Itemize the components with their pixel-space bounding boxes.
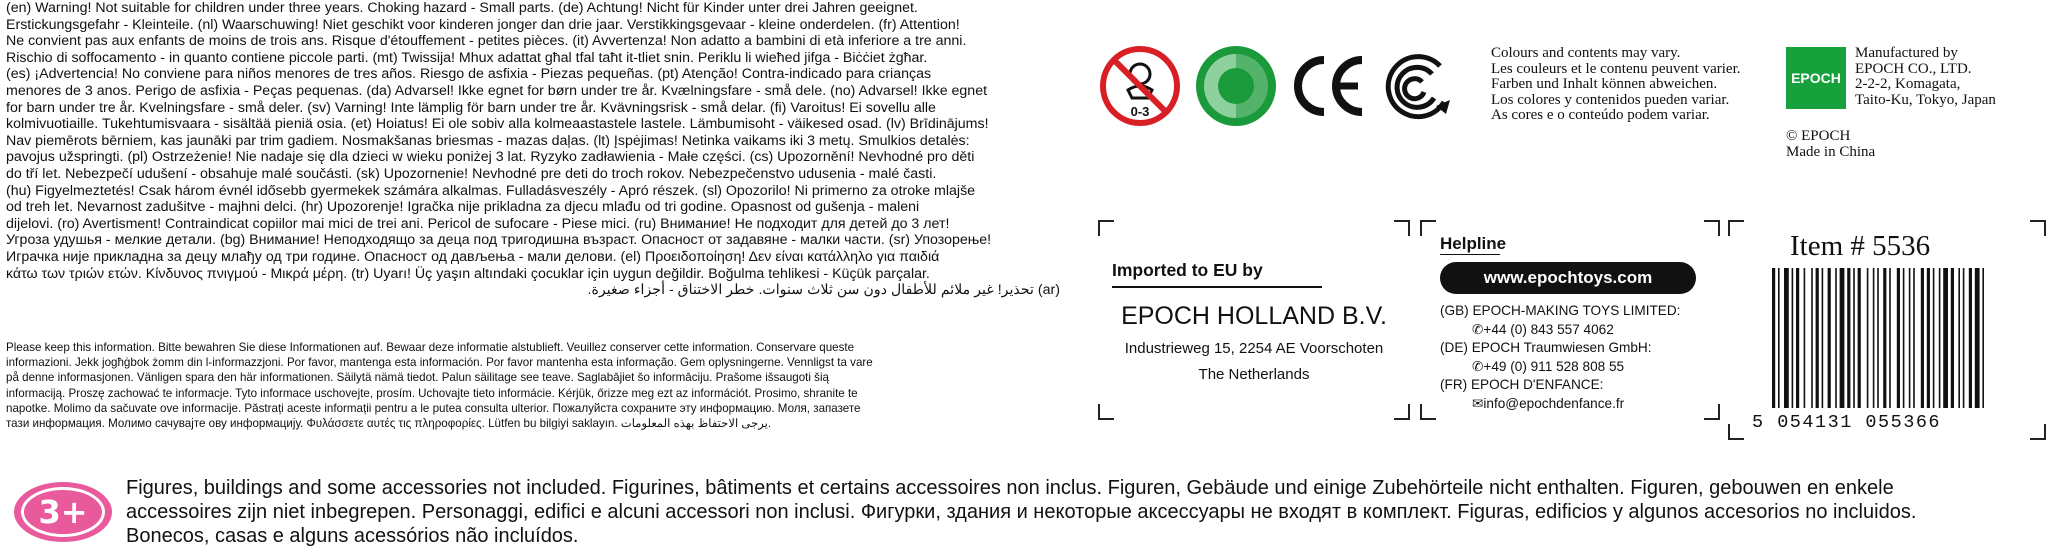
helpline-line: (FR) EPOCH D'ENFANCE: bbox=[1440, 377, 1604, 392]
keep-info-line: тази информация. Молимо сачувајте ову информацију. Φυλάσσετε αυτές τις πληροφορίες. Lütfen bu bilgiyi saklayın. يرجى الاحتفاظ بهذه المعلومات. bbox=[6, 417, 772, 431]
helpline-line: ✆+49 (0) 911 528 808 55 bbox=[1472, 358, 1625, 374]
corner-mark bbox=[1728, 424, 1744, 440]
warning-line: do tří let. Nebezpečí udušení - obsahuje malé součásti. (sk) Upozornenie! Nevhodné pre deti do troch rokov. Nebezpečenstvo udusenia - malé časti. bbox=[6, 165, 937, 182]
recycling-mobius-icon bbox=[1374, 44, 1458, 128]
age-badge-text: 3+ bbox=[38, 493, 88, 531]
warning-line: Rischio di soffocamento - in quanto contiene piccole parti. (mt) Twissija! Mhux adattat għal tfal taħt it-tliet snin. Periklu li wieħed jifga - Biċċiet żgħar. bbox=[6, 49, 928, 66]
helpline-contacts bbox=[1440, 302, 1720, 413]
corner-mark bbox=[1098, 220, 1114, 236]
colours-line: Colours and contents may vary. bbox=[1491, 45, 1681, 61]
epoch-logo-text: EPOCH bbox=[1791, 70, 1841, 86]
copyright-block bbox=[1786, 128, 1875, 160]
warning-line: dijelovi. (ro) Avertisment! Contraindicat copiilor mai mici de trei ani. Pericol de sufocare - Piese mici. (ru) Внимание! Не подходит для детей до 3 лет! bbox=[6, 215, 950, 232]
warning-line: (es) ¡Advertencia! No conviene para niños menores de tres años. Riesgo de asfixia - Piezas pequeñas. (pt) Atenção! Contra-indicado para crianças bbox=[6, 66, 932, 83]
helpline-title-underline bbox=[1440, 254, 1500, 255]
age-badge bbox=[14, 482, 112, 542]
green-dot-icon bbox=[1194, 44, 1278, 128]
website-text: www.epochtoys.com bbox=[1483, 268, 1653, 287]
warning-line: Nav piemērots bērniem, kas jaunāki par trim gadiem. Nosmakšanas briesmas - mazas daļas. (lt) Įspėjimas! Netinka vaikams iki 3 metų. Smulkios detalės: bbox=[6, 132, 970, 149]
warning-line: Ne convient pas aux enfants de moins de trois ans. Risque d'étouffement - petites pièces. (it) Avvertenza! Non adatto a bambini di età inferiore a tre anni. bbox=[6, 33, 967, 50]
corner-mark bbox=[1098, 404, 1114, 420]
warning-line: (en) Warning! Not suitable for children under three years. Choking hazard - Small parts. (de) Achtung! Nicht für Kinder unter drei Jahren geeignet. bbox=[6, 0, 918, 16]
warning-line: Играчка није прикладна за децу млађу од три године. Опасност од дављења - мали делови. (el) Προειδοποίηση! Δεν είναι κατάλληλο για παιδιά bbox=[6, 248, 940, 265]
corner-mark bbox=[1394, 404, 1410, 420]
manufacturer-line: Manufactured by bbox=[1855, 45, 1958, 61]
warning-line-arabic: (ar) تحذير! غير ملائم للأطفال دون سن ثلاث سنوات. خطر الاختناق - أجزاء صغيرة. bbox=[587, 282, 1060, 299]
warning-line: od treh let. Nevarnost zadušitve - majhni delci. (hr) Upozorenje! Igračka nije prikladna za djecu mlađu od tri godine. Opasnost od gušenja - maleni bbox=[6, 199, 920, 216]
importer-address-line: Industrieweg 15, 2254 AE Voorschoten bbox=[1124, 340, 1384, 357]
warning-line: pavojus užspringti. (pl) Ostrzeżenie! Nie nadaje się dla dzieci w wieku poniżej 3 lat. Ryzyko zadławienia - Małe części. (cs) Upozornění! Nevhodné pro děti bbox=[6, 149, 975, 166]
colours-line: Los colores y contenidos pueden variar. bbox=[1491, 91, 1730, 108]
website-link[interactable] bbox=[1440, 262, 1696, 294]
barcode-icon bbox=[1770, 268, 2040, 408]
not-included-line: Bonecos, casas e alguns acessórios não incluídos. bbox=[126, 525, 579, 547]
helpline-line: (GB) EPOCH-MAKING TOYS LIMITED: bbox=[1440, 303, 1681, 318]
made-in-text: Made in China bbox=[1786, 144, 1876, 160]
importer-title: Imported to EU by bbox=[1112, 260, 1263, 280]
warning-line: κάτω των τριών ετών. Κίνδυνος πνιγμού - Μικρά μέρη. (tr) Uyarı! Üç yaşın altındaki çocuklar için uygun değildir. Boğulma tehlikesi - Küçük parçalar. bbox=[6, 265, 930, 282]
warning-line: Erstickungsgefahr - Kleinteile. (nl) Waarschuwing! Niet geschikt voor kinderen jonger dan drie jaar. Verstikkingsgevaar - kleine onderdelen. (fr) Attention! bbox=[6, 16, 960, 33]
manufacturer-info bbox=[1855, 46, 2045, 108]
not-included-notice bbox=[126, 476, 2036, 548]
helpline-line: ✆+44 (0) 843 557 4062 bbox=[1472, 321, 1614, 337]
manufacturer-line: EPOCH CO., LTD. bbox=[1855, 60, 1972, 77]
manufacturer-line: Taito-Ku, Tokyo, Japan bbox=[1855, 91, 1996, 108]
keep-info-line: napotke. Molimo da sačuvate ove informacije. Păstrați aceste informații pentru a le putea consulta ulterior. Пожалуйста сохраните эту информацию. Моля, запазете bbox=[6, 401, 861, 415]
colours-may-vary-note bbox=[1491, 46, 1771, 124]
importer-title-underline bbox=[1112, 286, 1322, 288]
not-included-line: accessoires zijn niet inbegrepen. Personaggi, edifici e alcuni accessori non inclusi. Фигурки, здания и некоторые аксессуары не входят в комплект. Figuras, edificios y algunos accesorios no incluidos. bbox=[126, 501, 1917, 523]
bottom-notice-row bbox=[0, 452, 2048, 553]
corner-mark bbox=[1394, 220, 1410, 236]
epoch-logo bbox=[1786, 47, 1846, 109]
copyright-text: © EPOCH bbox=[1786, 128, 1851, 144]
corner-mark bbox=[1420, 220, 1436, 236]
corner-mark bbox=[1728, 220, 1744, 236]
colours-line: As cores e o conteúdo podem variar. bbox=[1491, 107, 1710, 124]
keep-info-line: informaciją. Proszę zachować te informacje. Tyto informace uschovejte, prosím. Uchovajte tieto informácie. Kérjük, őrizze meg ezt az információt. Prosimo, shranite te bbox=[6, 386, 858, 400]
age-symbol-text: 0-3 bbox=[1130, 104, 1150, 119]
helpline-line: ✉info@epochdenfance.fr bbox=[1472, 395, 1625, 411]
corner-mark bbox=[2030, 220, 2046, 236]
age-badge-ring bbox=[21, 487, 105, 537]
safety-symbols bbox=[1098, 44, 1470, 140]
corner-mark bbox=[1420, 404, 1436, 420]
warning-line: Угроза удушья - мелкие детали. (bg) Внимание! Неподходящо за деца под тригодишна възраст. Опасност от задавяне - малки части. (sr) Упозорење! bbox=[6, 232, 992, 249]
warning-line: for barn under tre år. Kvelningsfare - små deler. (sv) Varning! Inte lämplig för barn under tre år. Kvävningsrisk - små delar. (fi) Varoitus! Ei sovellu alle bbox=[6, 99, 936, 116]
warning-line: kolmivuotiaille. Tukehtumisvaara - sisältää pieniä osia. (et) Hoiatus! Ei ole sobiv alla kolmeaastastele lastele. Lämbumisoht - väikesed osad. (lv) Brīdinājums! bbox=[6, 116, 989, 133]
helpline-line: (DE) EPOCH Traumwiesen GmbH: bbox=[1440, 340, 1652, 355]
ce-mark-icon bbox=[1286, 44, 1370, 128]
warning-line: (hu) Figyelmeztetés! Csak három évnél idősebb gyermekek számára alkalmas. Fulladásveszély - Apró részek. (sl) Opozorilo! Ni primerno za otroke mlajše bbox=[6, 182, 976, 199]
barcode-number: 5 054131 055366 bbox=[1752, 412, 1942, 433]
keep-info-line: på denne informasjonen. Vänligen spara den här informationen. Säilytä nämä tiedot. Palun säilitage see teave. Saglabājiet šo informāciju. Prašome išsaugoti šią bbox=[6, 371, 830, 385]
item-number: Item # 5536 bbox=[1790, 230, 1931, 262]
warning-text-block bbox=[6, 0, 1060, 299]
helpline-title: Helpline bbox=[1440, 234, 1507, 253]
keep-info-text-block bbox=[6, 340, 1060, 431]
importer-country: The Netherlands bbox=[1198, 366, 1310, 383]
keep-info-line: Please keep this information. Bitte bewahren Sie diese Informationen auf. Bewaar deze informatie alstublieft. Veuillez conserver cette information. Conservare queste bbox=[6, 341, 855, 354]
manufacturer-line: 2-2-2, Komagata, bbox=[1855, 76, 1961, 93]
corner-mark bbox=[1704, 220, 1720, 236]
warning-line: menores de 3 anos. Perigo de asfixia - Peças pequenas. (da) Advarsel! Ikke egnet for børn under tre år. Kvælningsfare - små dele. (no) Advarsel! Ikke egnet bbox=[6, 82, 988, 99]
keep-info-line: informazioni. Jekk jogħġbok żomm din l-informazzjoni. Por favor, mantenga esta información. Por favor mantenha esta informação. Gem oplysningerne. Vennligst ta vare bbox=[6, 356, 873, 370]
colours-line: Farben und Inhalt können abweichen. bbox=[1491, 76, 1718, 93]
importer-name: EPOCH HOLLAND B.V. bbox=[1121, 302, 1387, 330]
colours-line: Les couleurs et le contenu peuvent varier. bbox=[1491, 60, 1741, 77]
no-under-3-icon bbox=[1098, 44, 1182, 128]
not-included-line: Figures, buildings and some accessories not included. Figurines, bâtiments et certains accessoires non inclus. Figuren, Gebäude und einige Zubehörteile nicht enthalten. Figuren, gebouwen en enkele bbox=[126, 477, 1894, 499]
